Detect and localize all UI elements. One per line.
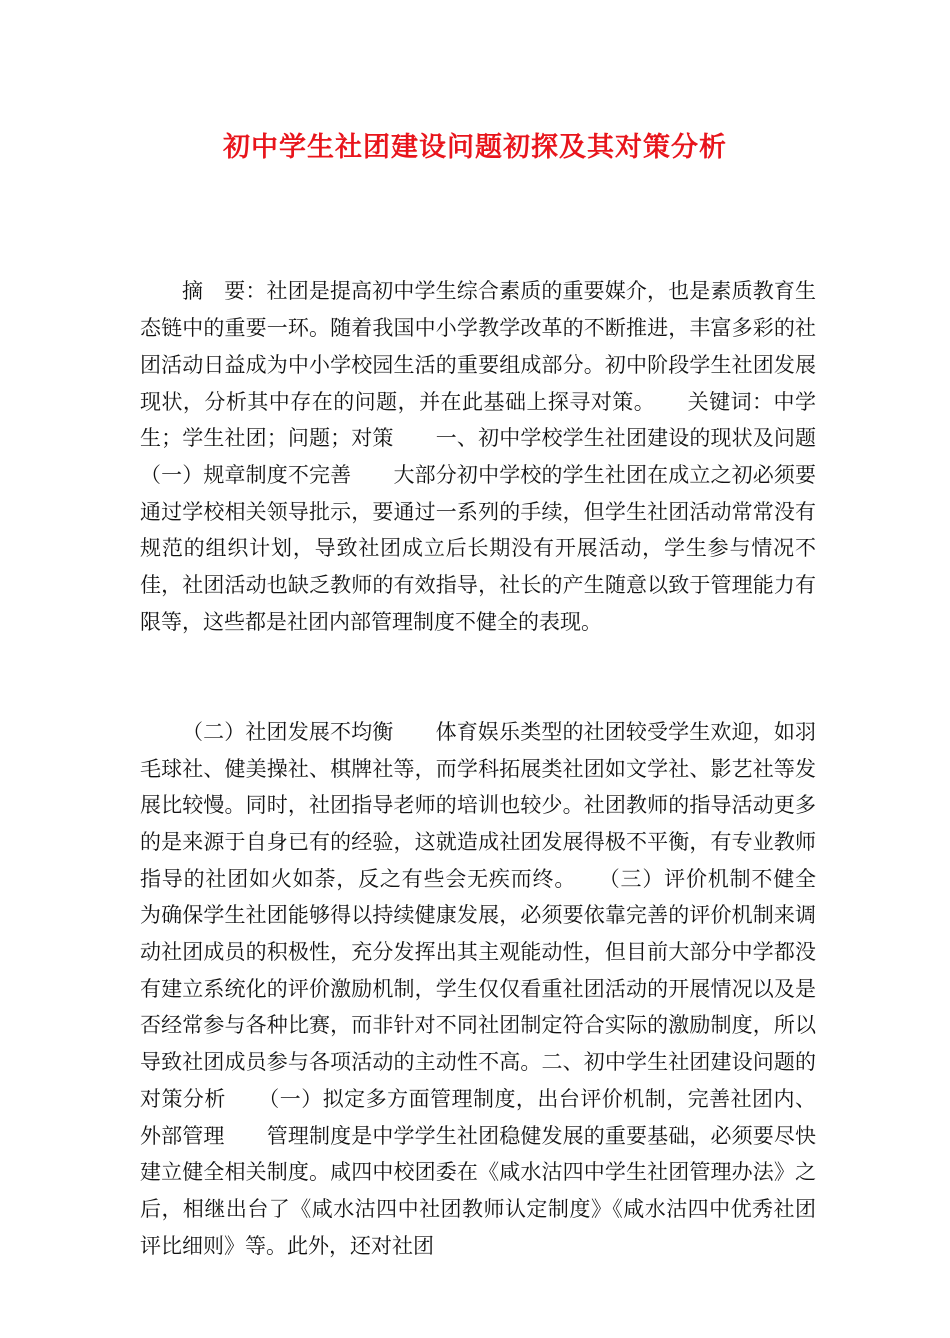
document-body [140, 200, 858, 1338]
paragraph: （二）社团发展不均衡 体育娱乐类型的社团较受学生欢迎，如羽毛球社、健美操社、棋牌社等，而学科拓展类社团如文学社、影艺社等发展比较慢。同时，社团指导老师的培训也较少。社团教师的指导活动更多的是来源于自身已有的经验，这就造成社团发展得极不平衡，有专业教师指导的社团如火如荼，反之有些会无疾而终。 （三）评价机制不健全 为确保学生社团能够得以持续健康发展，必须要依靠完善的评价机制来调动社团成员的积极性，充分发挥出其主观能动性，但目前大部分中学都没有建立系统化的评价激励机制，学生仅仅看重社团活动的开展情况以及是否经常参与各种比赛，而非针对不同社团制定符合实际的激励制度，所以导致社团成员参与各项活动的主动性不高。二、初中学生社团建设问题的对策分析 （一）拟定多方面管理制度，出台评价机制，完善社团内、外部管理 管理制度是中学学生社团稳健发展的重要基础，必须要尽快建立健全相关制度。咸四中校团委在《咸水沽四中学生社团管理办法》之后，相继出台了《咸水沽四中社团教师认定制度》《咸水沽四中优秀社团评比细则》等。此外，还对社团 [140, 719, 858, 1258]
document-title: 初中学生社团建设问题初探及其对策分析 [223, 132, 727, 163]
paragraph: 摘 要：社团是提高初中学生综合素质的重要媒介，也是素质教育生态链中的重要一环。随着我国中小学教学改革的不断推进，丰富多彩的社团活动日益成为中小学校园生活的重要组成部分。初中阶段学生社团发展现状，分析其中存在的问题，并在此基础上探寻对策。 关键词：中学生；学生社团；问题；对策 一、初中学校学生社团建设的现状及问题 （一）规章制度不完善 大部分初中学校的学生社团在成立之初必须要通过学校相关领导批示，要通过一系列的手续，但学生社团活动常常没有规范的组织计划，导致社团成立后长期没有开展活动，学生参与情况不佳，社团活动也缺乏教师的有效指导，社长的产生随意以致于管理能力有限等，这些都是社团内部管理制度不健全的表现。 [140, 279, 858, 634]
